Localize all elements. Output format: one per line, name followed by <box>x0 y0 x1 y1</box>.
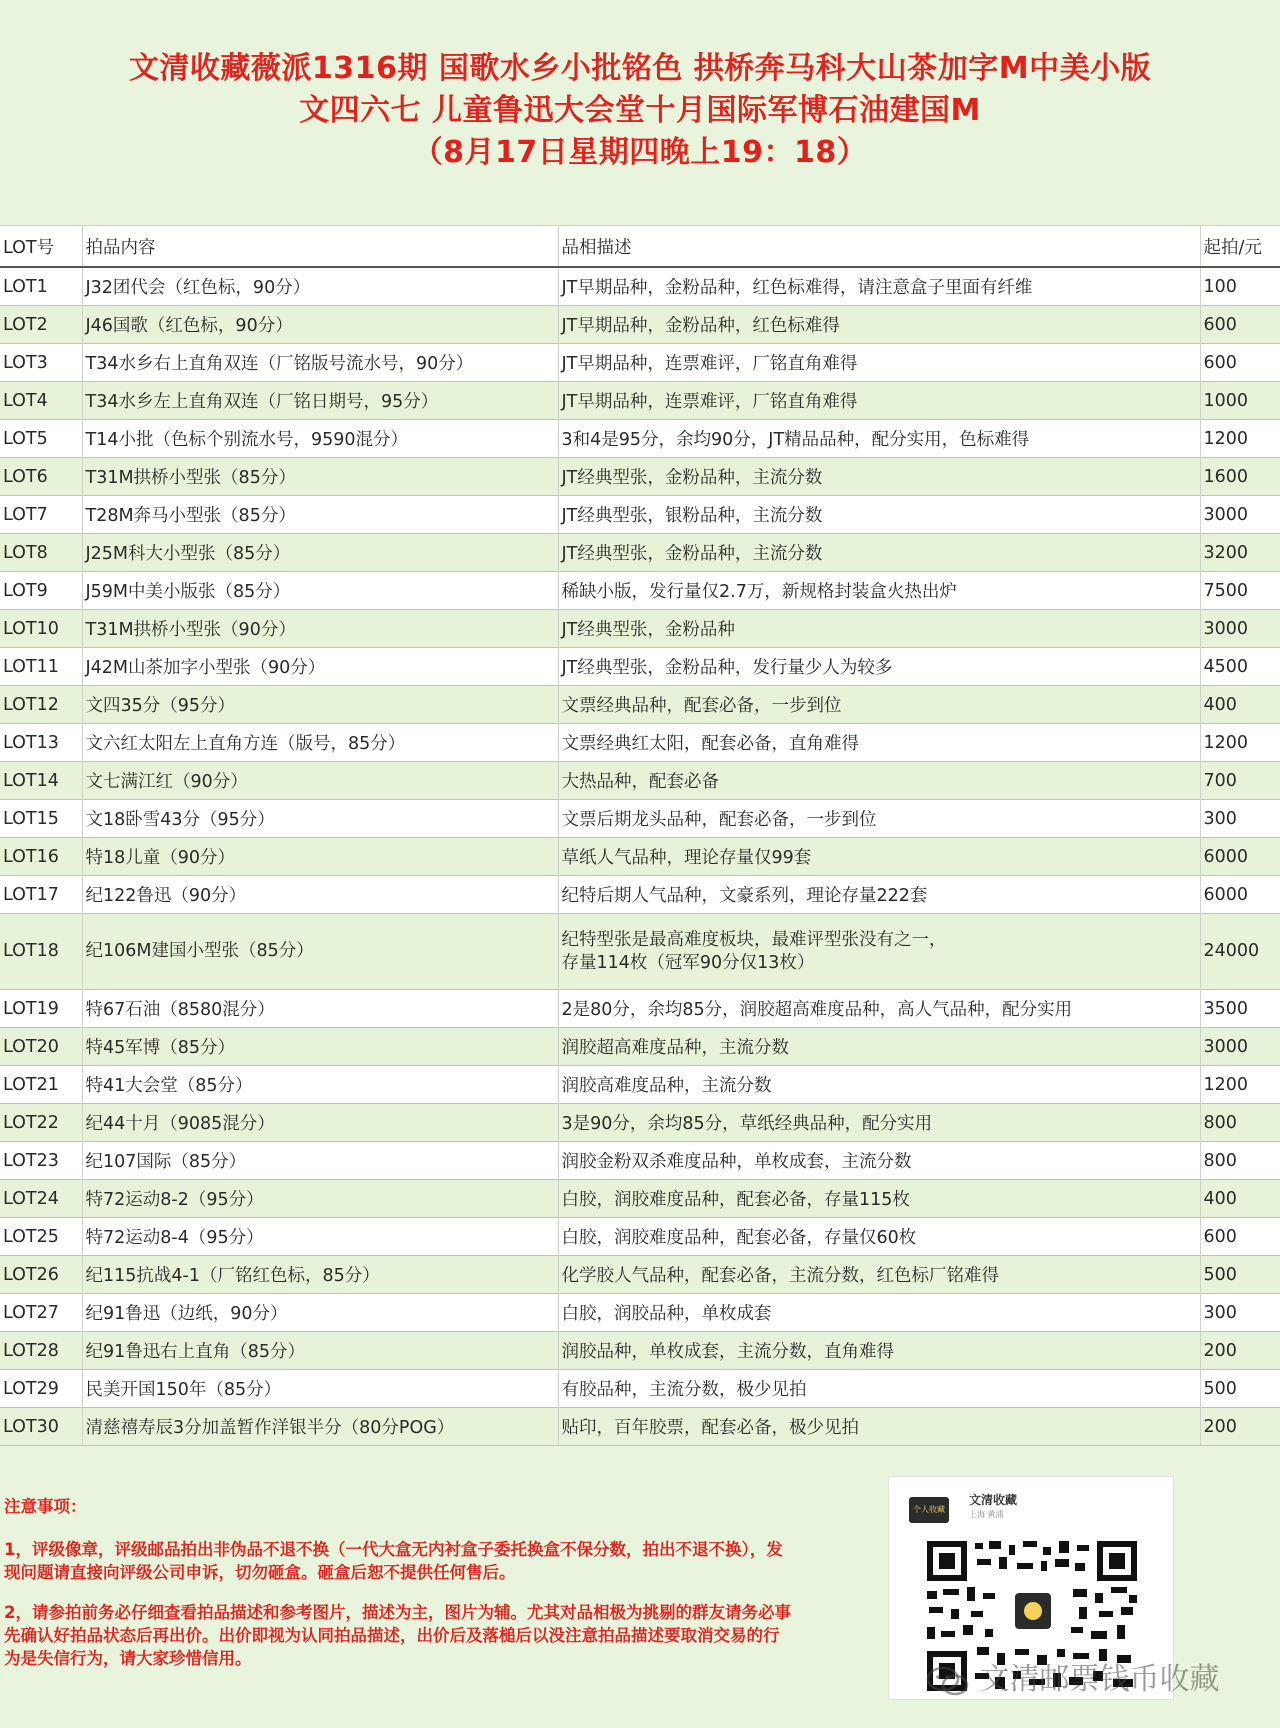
table-row <box>0 382 1280 420</box>
table-row <box>0 1104 1280 1142</box>
item-cell-text: 纪44十月（9085混分） <box>85 1114 275 1134</box>
table-row <box>0 1332 1280 1370</box>
table-row <box>0 1256 1280 1294</box>
table-row <box>0 1370 1280 1408</box>
price-cell <box>1200 800 1280 838</box>
lot-cell <box>0 1066 82 1104</box>
lot-cell <box>0 496 82 534</box>
desc-cell-text: 润胶品种，单枚成套，主流分数，直角难得 <box>561 1342 894 1362</box>
item-cell-text: 纪91鲁迅右上直角（85分） <box>85 1342 306 1362</box>
price-cell <box>1200 420 1280 458</box>
lot-cell <box>0 648 82 686</box>
lot-cell <box>0 344 82 382</box>
item-cell-text: 特72运动8-2（95分） <box>85 1190 264 1210</box>
lot-cell <box>0 610 82 648</box>
item-cell <box>82 1218 558 1256</box>
desc-cell-text: 贴印，百年胶票，配套必备，极少见拍 <box>561 1418 859 1438</box>
table-row <box>0 800 1280 838</box>
lot-cell <box>0 1218 82 1256</box>
item-cell <box>82 1104 558 1142</box>
table-row <box>0 610 1280 648</box>
table-header-row <box>0 226 1280 268</box>
desc-cell-text: JT早期品种，连票难评，厂铭直角难得 <box>561 392 858 412</box>
header-item: 拍品内容 <box>82 226 558 268</box>
desc-cell <box>558 800 1200 838</box>
desc-cell-text: JT经典型张，金粉品种 <box>561 620 735 640</box>
item-cell <box>82 496 558 534</box>
price-cell-text: 1200 <box>1203 428 1249 449</box>
price-cell <box>1200 496 1280 534</box>
lot-cell <box>0 267 82 306</box>
price-cell <box>1200 1066 1280 1104</box>
item-cell-text: 纪107国际（85分） <box>85 1152 247 1172</box>
price-cell-text: 200 <box>1203 1416 1237 1437</box>
lot-cell <box>0 572 82 610</box>
lot-cell-text: LOT14 <box>3 770 59 791</box>
price-cell <box>1200 458 1280 496</box>
lot-cell-text: LOT25 <box>3 1226 59 1247</box>
lot-cell-text: LOT19 <box>3 998 59 1019</box>
watermark <box>926 1654 1220 1698</box>
lot-cell <box>0 990 82 1028</box>
desc-cell <box>558 990 1200 1028</box>
price-cell <box>1200 1332 1280 1370</box>
item-cell-text: T34水乡左上直角双连（厂铭日期号，95分） <box>85 392 439 412</box>
lot-cell <box>0 686 82 724</box>
table-row <box>0 458 1280 496</box>
table-row <box>0 306 1280 344</box>
notes-section <box>4 1495 794 1687</box>
page-title <box>0 48 1280 174</box>
price-cell-text: 700 <box>1203 770 1237 791</box>
lot-cell <box>0 800 82 838</box>
desc-cell <box>558 306 1200 344</box>
price-cell <box>1200 648 1280 686</box>
lot-cell-text: LOT9 <box>3 580 48 601</box>
lot-cell-text: LOT7 <box>3 504 48 525</box>
lot-cell-text: LOT27 <box>3 1302 59 1323</box>
price-cell <box>1200 990 1280 1028</box>
price-cell <box>1200 534 1280 572</box>
qr-account-name: 文清收藏 <box>969 1493 1018 1507</box>
lot-cell-text: LOT11 <box>3 656 59 677</box>
desc-cell <box>558 648 1200 686</box>
item-cell <box>82 648 558 686</box>
lot-cell <box>0 724 82 762</box>
item-cell-text: 文七满江红（90分） <box>85 772 248 792</box>
price-cell <box>1200 876 1280 914</box>
lot-cell-text: LOT16 <box>3 846 59 867</box>
item-cell-text: 特41大会堂（85分） <box>85 1076 253 1096</box>
table-row <box>0 344 1280 382</box>
price-cell-text: 6000 <box>1203 884 1249 905</box>
desc-cell <box>558 344 1200 382</box>
lot-cell-text: LOT15 <box>3 808 59 829</box>
desc-cell-text: 大热品种，配套必备 <box>561 772 719 792</box>
price-cell-text: 3500 <box>1203 998 1249 1019</box>
desc-cell <box>558 1332 1200 1370</box>
lot-cell <box>0 762 82 800</box>
watermark-text: 文清邮票钱币收藏 <box>979 1662 1220 1697</box>
lot-cell-text: LOT13 <box>3 732 59 753</box>
item-cell-text: T31M拱桥小型张（90分） <box>85 620 296 640</box>
item-cell-text: 纪91鲁迅（边纸，90分） <box>85 1304 288 1324</box>
desc-cell-text: 纪特后期人气品种，文豪系列，理论存量222套 <box>561 886 928 906</box>
price-cell <box>1200 1142 1280 1180</box>
price-cell <box>1200 1408 1280 1446</box>
item-cell-text: J32团代会（红色标，90分） <box>85 278 311 298</box>
table-row <box>0 572 1280 610</box>
item-cell-text: J46国歌（红色标，90分） <box>85 316 293 336</box>
lot-cell-text: LOT4 <box>3 390 48 411</box>
item-cell <box>82 267 558 306</box>
lot-cell <box>0 914 82 990</box>
lot-cell-text: LOT6 <box>3 466 48 487</box>
desc-cell <box>558 572 1200 610</box>
lot-cell-text: LOT17 <box>3 884 59 905</box>
price-cell <box>1200 1370 1280 1408</box>
item-cell-text: 文四35分（95分） <box>85 696 236 716</box>
desc-cell-text: JT早期品种，连票难评，厂铭直角难得 <box>561 354 858 374</box>
lot-cell-text: LOT1 <box>3 276 48 297</box>
lot-cell <box>0 1180 82 1218</box>
price-cell-text: 4500 <box>1203 656 1249 677</box>
item-cell <box>82 1332 558 1370</box>
table-row <box>0 686 1280 724</box>
price-cell <box>1200 762 1280 800</box>
lot-cell-text: LOT23 <box>3 1150 59 1171</box>
price-cell-text: 800 <box>1203 1150 1237 1171</box>
item-cell-text: 文六红太阳左上直角方连（版号，85分） <box>85 734 406 754</box>
desc-cell-text: 3和4是95分，余均90分，JT精品品种，配分实用，色标难得 <box>561 430 1030 450</box>
item-cell <box>82 1142 558 1180</box>
table-row <box>0 267 1280 306</box>
desc-cell <box>558 1028 1200 1066</box>
desc-cell-text: 润胶超高难度品种，主流分数 <box>561 1038 789 1058</box>
brand-logo <box>909 1497 949 1523</box>
desc-cell <box>558 1408 1200 1446</box>
item-cell-text: 民美开国150年（85分） <box>85 1380 282 1400</box>
price-cell-text: 24000 <box>1203 941 1260 961</box>
table-row <box>0 420 1280 458</box>
table-row <box>0 534 1280 572</box>
price-cell-text: 200 <box>1203 1340 1237 1361</box>
desc-cell <box>558 1218 1200 1256</box>
lot-cell <box>0 876 82 914</box>
item-cell-text: J25M科大小型张（85分） <box>85 544 291 564</box>
table-row <box>0 914 1280 990</box>
title-line-3: （8月17日星期四晚上19：18） <box>412 135 868 170</box>
lot-cell <box>0 1256 82 1294</box>
lot-table <box>0 225 1280 1446</box>
price-cell-text: 300 <box>1203 808 1237 829</box>
table-row <box>0 1180 1280 1218</box>
desc-cell <box>558 610 1200 648</box>
lot-cell-text: LOT2 <box>3 314 48 335</box>
desc-cell-text: JT经典型张，金粉品种，主流分数 <box>561 468 823 488</box>
table-row <box>0 1066 1280 1104</box>
table-row <box>0 1218 1280 1256</box>
desc-cell <box>558 458 1200 496</box>
item-cell <box>82 1370 558 1408</box>
desc-cell <box>558 1294 1200 1332</box>
table-row <box>0 990 1280 1028</box>
lot-cell <box>0 1028 82 1066</box>
lot-cell-text: LOT3 <box>3 352 48 373</box>
item-cell-text: 特45军博（85分） <box>85 1038 236 1058</box>
desc-cell-text: 白胶，润胶难度品种，配套必备，存量115枚 <box>561 1190 910 1210</box>
item-cell-text: 纪106M建国小型张（85分） <box>85 941 314 961</box>
item-cell-text: 清慈禧寿辰3分加盖暂作洋银半分（80分POG） <box>85 1418 455 1438</box>
desc-cell <box>558 1256 1200 1294</box>
lot-cell <box>0 1408 82 1446</box>
table-row <box>0 496 1280 534</box>
desc-cell-text: 文票经典红太阳，配套必备，直角难得 <box>561 734 859 754</box>
header-lot: LOT号 <box>0 226 82 268</box>
desc-cell <box>558 686 1200 724</box>
item-cell <box>82 306 558 344</box>
desc-cell <box>558 267 1200 306</box>
item-cell <box>82 762 558 800</box>
price-cell-text: 1200 <box>1203 1074 1249 1095</box>
price-cell <box>1200 686 1280 724</box>
wechat-icon <box>926 1666 970 1696</box>
item-cell <box>82 724 558 762</box>
header-desc: 品相描述 <box>558 226 1200 268</box>
desc-cell-text: 2是80分，余均85分，润胶超高难度品种，高人气品种，配分实用 <box>561 1000 1073 1020</box>
title-line-1: 文清收藏薇派1316期 国歌水乡小批铭色 拱桥奔马科大山茶加字M中美小版 <box>128 51 1152 86</box>
table-row <box>0 648 1280 686</box>
item-cell <box>82 686 558 724</box>
desc-cell <box>558 1370 1200 1408</box>
desc-cell <box>558 762 1200 800</box>
price-cell-text: 600 <box>1203 314 1237 335</box>
table-row <box>0 1294 1280 1332</box>
lot-cell <box>0 382 82 420</box>
title-line-2: 文四六七 儿童鲁迅大会堂十月国际军博石油建国M <box>299 93 981 128</box>
desc-cell-text: 化学胶人气品种，配套必备，主流分数，红色标厂铭难得 <box>561 1266 999 1286</box>
desc-cell <box>558 1142 1200 1180</box>
lot-cell <box>0 458 82 496</box>
item-cell-text: 特72运动8-4（95分） <box>85 1228 264 1248</box>
price-cell <box>1200 838 1280 876</box>
item-cell <box>82 990 558 1028</box>
price-cell <box>1200 724 1280 762</box>
desc-cell-text: 有胶品种，主流分数，极少见拍 <box>561 1380 807 1400</box>
lot-cell <box>0 1332 82 1370</box>
desc-cell-text: 稀缺小版，发行量仅2.7万，新规格封装盒火热出炉 <box>561 582 957 602</box>
notes-heading: 注意事项： <box>4 1497 87 1516</box>
item-cell-text: T28M奔马小型张（85分） <box>85 506 296 526</box>
item-cell <box>82 382 558 420</box>
lot-cell-text: LOT28 <box>3 1340 59 1361</box>
lot-cell-text: LOT12 <box>3 694 59 715</box>
item-cell <box>82 838 558 876</box>
desc-cell-text: 白胶，润胶品种，单枚成套 <box>561 1304 772 1324</box>
desc-cell <box>558 1180 1200 1218</box>
desc-cell-text: 3是90分，余均85分，草纸经典品种，配分实用 <box>561 1114 933 1134</box>
lot-cell-text: LOT22 <box>3 1112 59 1133</box>
lot-cell-text: LOT18 <box>3 941 59 961</box>
price-cell-text: 3200 <box>1203 542 1249 563</box>
table-row <box>0 876 1280 914</box>
price-cell <box>1200 1294 1280 1332</box>
desc-cell-text: JT经典型张，金粉品种，主流分数 <box>561 544 823 564</box>
lot-cell-text: LOT5 <box>3 428 48 449</box>
item-cell <box>82 534 558 572</box>
price-cell-text: 1000 <box>1203 390 1249 411</box>
item-cell-text: 特18儿童（90分） <box>85 848 236 868</box>
desc-cell-text: 纪特型张是最高难度板块，最难评型张没有之一， <box>561 929 947 950</box>
price-cell <box>1200 1104 1280 1142</box>
lot-cell-text: LOT21 <box>3 1074 59 1095</box>
lot-cell-text: LOT8 <box>3 542 48 563</box>
item-cell <box>82 1028 558 1066</box>
desc-cell <box>558 1066 1200 1104</box>
price-cell-text: 600 <box>1203 352 1237 373</box>
notes-item-2: 2，请参拍前务必仔细查看拍品描述和参考图片，描述为主，图片为辅。尤其对品相极为挑剔的群友请务必事先确认好拍品状态后再出价。出价即视为认同拍品描述，出价后及落槌后以没注意拍品描述要取消交易的行为是失信行为，请大家珍惜信用。 <box>4 1603 791 1668</box>
notes-item-1: 1，评级像章，评级邮品拍出非伪品不退不换（一代大盒无内衬盒子委托换盒不保分数，拍出不退不换），发现问题请直接向评级公司申诉，切勿砸盒。砸盒后恕不提供任何售后。 <box>4 1540 783 1582</box>
item-cell <box>82 610 558 648</box>
item-cell <box>82 800 558 838</box>
desc-cell-text: JT经典型张，银粉品种，主流分数 <box>561 506 823 526</box>
item-cell-text: 纪115抗战4-1（厂铭红色标，85分） <box>85 1266 380 1286</box>
price-cell-text: 600 <box>1203 1226 1237 1247</box>
item-cell <box>82 1066 558 1104</box>
desc-cell <box>558 914 1200 990</box>
price-cell <box>1200 914 1280 990</box>
desc-cell <box>558 838 1200 876</box>
item-cell <box>82 914 558 990</box>
item-cell-text: 文18卧雪43分（95分） <box>85 810 275 830</box>
price-cell-text: 3000 <box>1203 504 1249 525</box>
price-cell-text: 100 <box>1203 276 1237 297</box>
price-cell-text: 800 <box>1203 1112 1237 1133</box>
table-row <box>0 724 1280 762</box>
lot-cell-text: LOT20 <box>3 1036 59 1057</box>
lot-cell-text: LOT24 <box>3 1188 59 1209</box>
desc-cell-text: 白胶，润胶难度品种，配套必备，存量仅60枚 <box>561 1228 917 1248</box>
desc-cell <box>558 534 1200 572</box>
table-row <box>0 1142 1280 1180</box>
desc-cell-text: JT早期品种，金粉品种，红色标难得 <box>561 316 840 336</box>
brand-logo-text: 个人收藏 <box>913 1505 945 1514</box>
item-cell-text: T14小批（色标个别流水号，9590混分） <box>85 430 408 450</box>
price-cell-text: 1600 <box>1203 466 1249 487</box>
price-cell-text: 6000 <box>1203 846 1249 867</box>
desc-cell-text: 草纸人气品种，理论存量仅99套 <box>561 848 812 868</box>
price-cell <box>1200 344 1280 382</box>
lot-cell-text: LOT29 <box>3 1378 59 1399</box>
lot-cell-text: LOT30 <box>3 1416 59 1437</box>
item-cell-text: J59M中美小版张（85分） <box>85 582 291 602</box>
price-cell-text: 7500 <box>1203 580 1249 601</box>
item-cell <box>82 420 558 458</box>
lot-cell-text: LOT26 <box>3 1264 59 1285</box>
desc-cell <box>558 420 1200 458</box>
price-cell-text: 3000 <box>1203 1036 1249 1057</box>
item-cell <box>82 1180 558 1218</box>
table-row <box>0 1408 1280 1446</box>
desc-cell <box>558 1104 1200 1142</box>
desc-cell-text: 润胶金粉双杀难度品种，单枚成套，主流分数 <box>561 1152 912 1172</box>
item-cell <box>82 572 558 610</box>
desc-cell-text: 文票经典品种，配套必备，一步到位 <box>561 696 842 716</box>
price-cell-text: 1200 <box>1203 732 1249 753</box>
desc-cell <box>558 876 1200 914</box>
price-cell-text: 400 <box>1203 1188 1237 1209</box>
desc-cell-text: JT经典型张，金粉品种，发行量少人为较多 <box>561 658 893 678</box>
item-cell-text: T31M拱桥小型张（85分） <box>85 468 296 488</box>
price-cell <box>1200 306 1280 344</box>
lot-cell <box>0 838 82 876</box>
header-price: 起拍/元 <box>1200 226 1280 268</box>
desc-cell-text-line2: 存量114枚（冠军90分仅13枚） <box>561 952 815 973</box>
item-cell <box>82 458 558 496</box>
desc-cell-text: JT早期品种，金粉品种，红色标难得，请注意盒子里面有纤维 <box>561 278 1033 298</box>
item-cell <box>82 1294 558 1332</box>
desc-cell-text: 文票后期龙头品种，配套必备，一步到位 <box>561 810 877 830</box>
qr-account-location: 上海 黄浦 <box>969 1510 1004 1519</box>
lot-cell <box>0 1142 82 1180</box>
price-cell <box>1200 610 1280 648</box>
price-cell <box>1200 1028 1280 1066</box>
item-cell-text: 纪122鲁迅（90分） <box>85 886 247 906</box>
item-cell-text: 特67石油（8580混分） <box>85 1000 275 1020</box>
item-cell-text: T34水乡右上直角双连（厂铭版号流水号，90分） <box>85 354 474 374</box>
desc-cell <box>558 496 1200 534</box>
item-cell <box>82 1256 558 1294</box>
desc-cell <box>558 382 1200 420</box>
desc-cell <box>558 724 1200 762</box>
lot-cell <box>0 1294 82 1332</box>
lot-cell <box>0 534 82 572</box>
price-cell <box>1200 267 1280 306</box>
item-cell <box>82 344 558 382</box>
price-cell-text: 500 <box>1203 1378 1237 1399</box>
price-cell-text: 500 <box>1203 1264 1237 1285</box>
table-row <box>0 1028 1280 1066</box>
lot-cell <box>0 306 82 344</box>
desc-cell-text: 润胶高难度品种，主流分数 <box>561 1076 772 1096</box>
item-cell-text: J42M山茶加字小型张（90分） <box>85 658 326 678</box>
lot-cell <box>0 420 82 458</box>
table-row <box>0 838 1280 876</box>
item-cell <box>82 876 558 914</box>
price-cell-text: 300 <box>1203 1302 1237 1323</box>
lot-cell <box>0 1370 82 1408</box>
lot-table-body <box>0 267 1280 1446</box>
table-row <box>0 762 1280 800</box>
price-cell-text: 400 <box>1203 694 1237 715</box>
price-cell <box>1200 1256 1280 1294</box>
price-cell-text: 3000 <box>1203 618 1249 639</box>
price-cell <box>1200 382 1280 420</box>
price-cell <box>1200 572 1280 610</box>
price-cell <box>1200 1218 1280 1256</box>
item-cell <box>82 1408 558 1446</box>
lot-cell-text: LOT10 <box>3 618 59 639</box>
lot-cell <box>0 1104 82 1142</box>
price-cell <box>1200 1180 1280 1218</box>
